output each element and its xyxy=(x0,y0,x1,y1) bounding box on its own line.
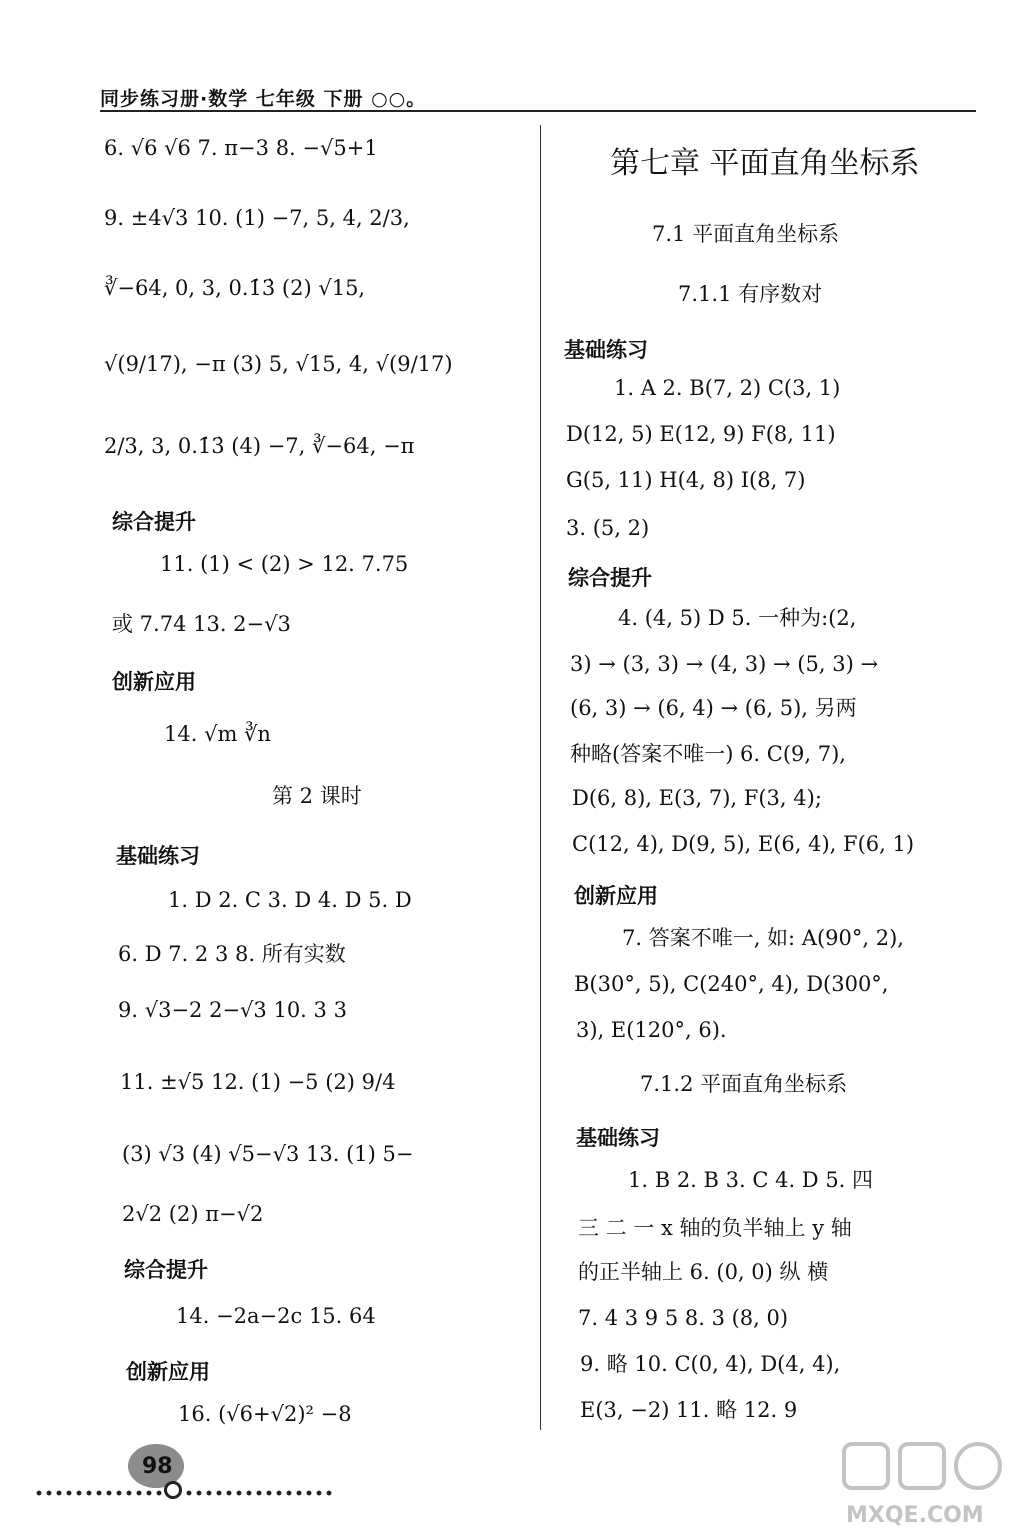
answer-line: D(6, 8), E(3, 7), F(3, 4); xyxy=(572,786,822,810)
answer-line: E(3, −2) 11. 略 12. 9 xyxy=(580,1398,798,1422)
subsection-title: 7.1.1 有序数对 xyxy=(678,282,823,306)
watermark-text: MXQE.COM xyxy=(846,1503,984,1528)
answer-line: 或 7.74 13. 2−√3 xyxy=(112,612,291,636)
answer-line: √(9/17), −π (3) 5, √15, 4, √(9/17) xyxy=(104,352,453,376)
answer-line: 1. D 2. C 3. D 4. D 5. D xyxy=(168,888,412,912)
answer-line: D(12, 5) E(12, 9) F(8, 11) xyxy=(566,422,836,446)
answer-line: 3. (5, 2) xyxy=(566,516,650,540)
column-divider xyxy=(540,125,541,1430)
section-title: 7.1 平面直角坐标系 xyxy=(652,222,840,246)
answer-line: 14. −2a−2c 15. 64 xyxy=(176,1304,376,1328)
answer-line: 2√2 (2) π−√2 xyxy=(122,1202,264,1226)
answer-line: 3), E(120°, 6). xyxy=(576,1018,727,1042)
answer-line: 种略(答案不唯一) 6. C(9, 7), xyxy=(570,742,846,766)
answer-line: 16. (√6+√2)² −8 xyxy=(178,1402,352,1426)
answer-line: G(5, 11) H(4, 8) I(8, 7) xyxy=(566,468,806,492)
answer-line: 9. 略 10. C(0, 4), D(4, 4), xyxy=(580,1352,841,1376)
section-heading: 综合提升 xyxy=(568,566,652,590)
answer-line: 2/3, 3, 0.1̇3̇ (4) −7, ∛−64, −π xyxy=(104,434,415,458)
answer-line: 3) → (3, 3) → (4, 3) → (5, 3) → xyxy=(570,652,879,676)
page-number: 98 xyxy=(142,1454,173,1479)
section-heading: 创新应用 xyxy=(574,884,658,908)
answer-line: ∛−64, 0, 3, 0.1̇3̇ (2) √15, xyxy=(104,276,366,300)
answer-line: C(12, 4), D(9, 5), E(6, 4), F(6, 1) xyxy=(572,832,915,856)
answer-line: 的正半轴上 6. (0, 0) 纵 横 xyxy=(578,1260,829,1284)
chapter-title: 第七章 平面直角坐标系 xyxy=(610,146,920,181)
answer-line: 1. B 2. B 3. C 4. D 5. 四 xyxy=(628,1168,874,1192)
section-heading: 创新应用 xyxy=(112,670,196,694)
section-heading: 基础练习 xyxy=(576,1126,660,1150)
answer-line: 9. ±4√3 10. (1) −7, 5, 4, 2/3, xyxy=(104,206,410,230)
answer-line: 1. A 2. B(7, 2) C(3, 1) xyxy=(614,376,841,400)
footer-ring-icon xyxy=(164,1481,182,1499)
answer-line: 三 二 一 x 轴的负半轴上 y 轴 xyxy=(578,1216,852,1240)
section-heading: 综合提升 xyxy=(112,510,196,534)
answer-line: (3) √3 (4) √5−√3 13. (1) 5− xyxy=(122,1142,414,1166)
section-heading: 创新应用 xyxy=(126,1360,210,1384)
subsection-title: 7.1.2 平面直角坐标系 xyxy=(640,1072,848,1096)
answer-line: 7. 4 3 9 5 8. 3 (8, 0) xyxy=(578,1306,789,1330)
answer-line: 14. √m ∛n xyxy=(164,722,271,746)
answer-line: 11. (1) < (2) > 12. 7.75 xyxy=(160,552,409,576)
answer-line: 6. D 7. 2 3 8. 所有实数 xyxy=(118,942,346,966)
answer-line: B(30°, 5), C(240°, 4), D(300°, xyxy=(574,972,889,996)
answer-line: 4. (4, 5) D 5. 一种为:(2, xyxy=(618,606,857,630)
answer-line: 11. ±√5 12. (1) −5 (2) 9/4 xyxy=(120,1070,396,1094)
watermark-logo xyxy=(838,1440,1008,1530)
answer-line: 6. √6 √6 7. π−3 8. −√5+1 xyxy=(104,136,378,160)
lesson-title: 第 2 课时 xyxy=(272,784,362,808)
section-heading: 基础练习 xyxy=(116,844,200,868)
running-header: 同步练习册·数学 七年级 下册 ○○。 xyxy=(100,88,427,110)
header-rule xyxy=(100,110,976,112)
answer-line: (6, 3) → (6, 4) → (6, 5), 另两 xyxy=(570,696,857,720)
answer-line: 7. 答案不唯一, 如: A(90°, 2), xyxy=(622,926,904,950)
section-heading: 综合提升 xyxy=(124,1258,208,1282)
answer-line: 9. √3−2 2−√3 10. 3 3 xyxy=(118,998,347,1022)
section-heading: 基础练习 xyxy=(564,338,648,362)
dotted-footer-line xyxy=(34,1490,334,1496)
